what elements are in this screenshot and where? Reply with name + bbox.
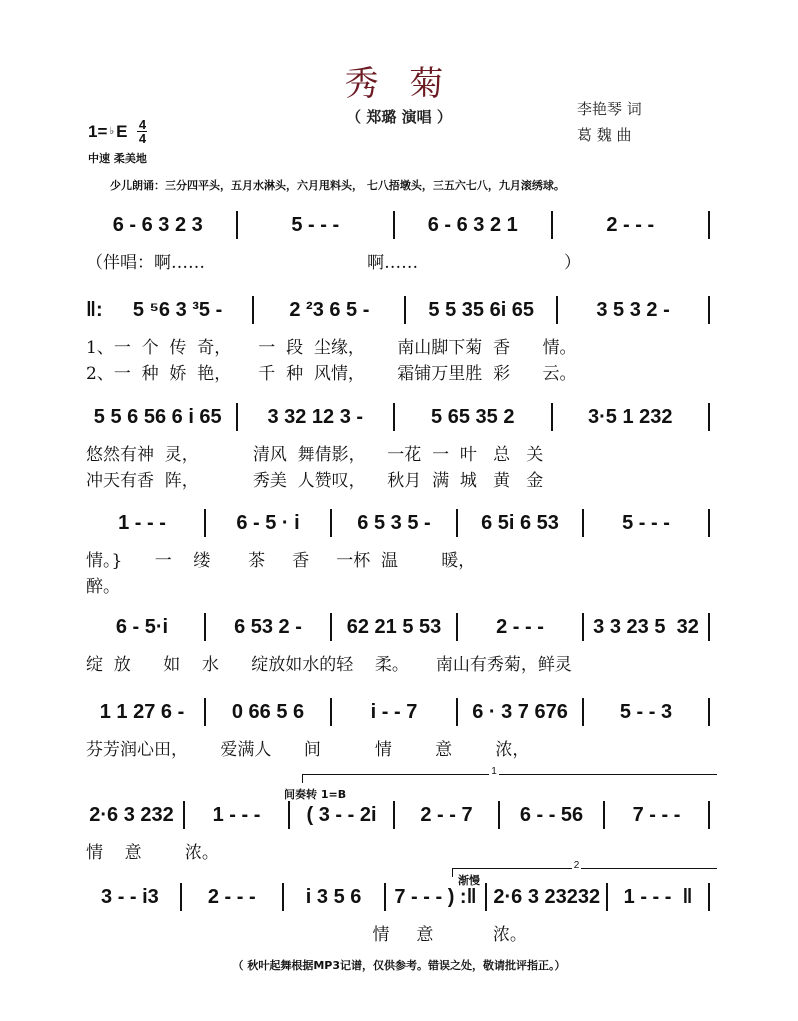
barline (252, 296, 254, 324)
footer-note: （ 秋叶起舞根据MP3记谱，仅供参考。错误之处，敬请批评指正。） (232, 959, 566, 972)
notation-line (86, 210, 716, 240)
notation-line (86, 402, 716, 432)
interlude-marking: 间奏转 1=B (284, 788, 347, 801)
barline (603, 801, 605, 829)
lyric-line: 情。} 一 缕 茶 香 一杯 温 暖， (86, 551, 476, 571)
measure: 5 - - - (622, 511, 670, 534)
measure: 5 ⁵6 3 ³5 - (132, 298, 223, 321)
barline (456, 613, 458, 641)
lyricist: 李艳琴 词 (577, 100, 642, 118)
barline (288, 801, 290, 829)
lyric-line: 情 意 浓。 (86, 843, 219, 863)
measure: 6 - - 56 (519, 803, 584, 826)
measure: 6 - 5 · i (236, 511, 300, 534)
barline (204, 698, 206, 726)
barline (393, 801, 395, 829)
notation-line (86, 697, 716, 727)
barline (551, 403, 553, 431)
barline (708, 211, 710, 239)
measure: 1 1 27 6 - (99, 700, 185, 723)
barline (236, 211, 238, 239)
measure: 6 - 6 3 2 3 (112, 213, 203, 236)
recitation-text: 少儿朗诵：三分四平头，五月水淋头，六月甩料头， 七八捂墩头，三五六七八，九月滚绣球。 (110, 179, 565, 192)
composer: 葛 魏 曲 (577, 126, 632, 144)
measure: 2 - - 7 (420, 803, 473, 826)
lyric-line: 1、一 个 传 奇， 一 段 尘缘， 南山脚下菊 香 情。 (86, 338, 577, 358)
key-signature: 1= ♭ E $\frac{4}{4}$ (88, 117, 147, 146)
measure: ( 3 - - 2i (306, 803, 377, 826)
barline (582, 613, 584, 641)
barline (582, 698, 584, 726)
notation-line (86, 800, 716, 830)
barline (708, 296, 710, 324)
lyric-line: 冲天有香 阵， 秀美 人赞叹， 秋月 满 城 黄 金 (86, 471, 544, 491)
measure: 1 - - - (118, 511, 166, 534)
notation-line (86, 612, 716, 642)
barline (498, 801, 500, 829)
notation-line (86, 508, 716, 538)
barline (204, 509, 206, 537)
measure: i 3 5 6 (305, 885, 362, 908)
barline (708, 403, 710, 431)
measure: i - - 7 (370, 700, 418, 723)
barline (330, 613, 332, 641)
measure: 5 65 35 2 (431, 405, 515, 428)
lyric-line: 芬芳润心田， 爱满人 间 情 意 浓， (86, 740, 530, 760)
measure: 7 - - - (632, 803, 681, 826)
barline (330, 509, 332, 537)
lyric-line: 情 意 浓。 (86, 925, 527, 945)
measure: 6 5i 6 53 (481, 511, 559, 534)
barline (708, 801, 710, 829)
barline (180, 883, 182, 911)
barline (393, 211, 395, 239)
measure: 2 - - - (496, 615, 544, 638)
flat-sign: ♭ (109, 126, 115, 137)
barline (708, 698, 710, 726)
time-signature: $\frac{4}{4}$ (138, 117, 147, 146)
barline (485, 883, 487, 911)
ritardando-marking: 渐慢 (458, 874, 480, 887)
measure: 6 5 3 5 - (357, 511, 431, 534)
measure: 3 5 3 2 - (596, 298, 670, 321)
barline (236, 403, 238, 431)
barline (384, 883, 386, 911)
measure: 3 3 23 5 32 (593, 615, 699, 638)
measure: 0 66 5 6 (231, 700, 305, 723)
singer-credit: （ 郑璐 演唱 ） (346, 108, 452, 126)
measure: 5 5 6 56 6 i 65 (93, 405, 222, 428)
tempo-marking: 中速 柔美地 (88, 152, 147, 165)
measure: 2 - - - (207, 885, 256, 908)
barline (456, 509, 458, 537)
measure: 2·6 3 23232 (493, 885, 601, 908)
measure: 2 ²3 6 5 - (289, 298, 370, 321)
barline (330, 698, 332, 726)
lyric-line: 悠然有神 灵， 清风 舞倩影， 一花 一 叶 总 关 (86, 445, 544, 465)
barline (708, 509, 710, 537)
barline (183, 801, 185, 829)
measure: 2·6 3 232 (89, 803, 174, 826)
barline (393, 403, 395, 431)
measure: 5 - - 3 (619, 700, 673, 723)
measure: 1 - - - ‖ (623, 885, 693, 908)
notation-line (86, 295, 716, 325)
measure: 7 - - - ) :‖ (394, 885, 477, 908)
barline (606, 883, 608, 911)
measure: 6 53 2 - (234, 615, 302, 638)
measure: 3·5 1 232 (587, 405, 673, 428)
measure: 3 32 12 3 - (267, 405, 364, 428)
notation-line (86, 882, 716, 912)
measure: 2 - - - (606, 213, 655, 236)
credits (577, 96, 642, 148)
lyric-line: 绽 放 如 水 绽放如水的轻 柔。 南山有秀菊，鲜灵 (86, 655, 572, 675)
song-title: 秀 菊 (344, 64, 454, 104)
repeat-start: ‖: (86, 298, 103, 321)
measure: 6 - 6 3 2 1 (427, 213, 518, 236)
barline (582, 509, 584, 537)
barline (551, 211, 553, 239)
measure: 6 · 3 7 676 (472, 700, 568, 723)
volta-bracket: 2 (452, 868, 717, 877)
lyric-line: 2、一 种 娇 艳， 千 种 风情， 霜铺万里胜 彩 云。 (86, 364, 577, 384)
volta-bracket: 1 (302, 774, 717, 783)
barline (404, 296, 406, 324)
measure: 5 5 35 6i 65 (428, 298, 535, 321)
barline (204, 613, 206, 641)
barline (708, 883, 710, 911)
lyric-line: （伴唱：啊…… 啊…… ） (86, 253, 582, 273)
barline (282, 883, 284, 911)
measure: 3 - - i3 (101, 885, 159, 908)
lyric-line: 醉。 (86, 577, 120, 597)
measure: 6 - 5·i (115, 615, 169, 638)
barline (456, 698, 458, 726)
barline (556, 296, 558, 324)
measure: 1 - - - (212, 803, 261, 826)
barline (708, 613, 710, 641)
measure: 5 - - - (291, 213, 340, 236)
measure: 62 21 5 53 (346, 615, 442, 638)
